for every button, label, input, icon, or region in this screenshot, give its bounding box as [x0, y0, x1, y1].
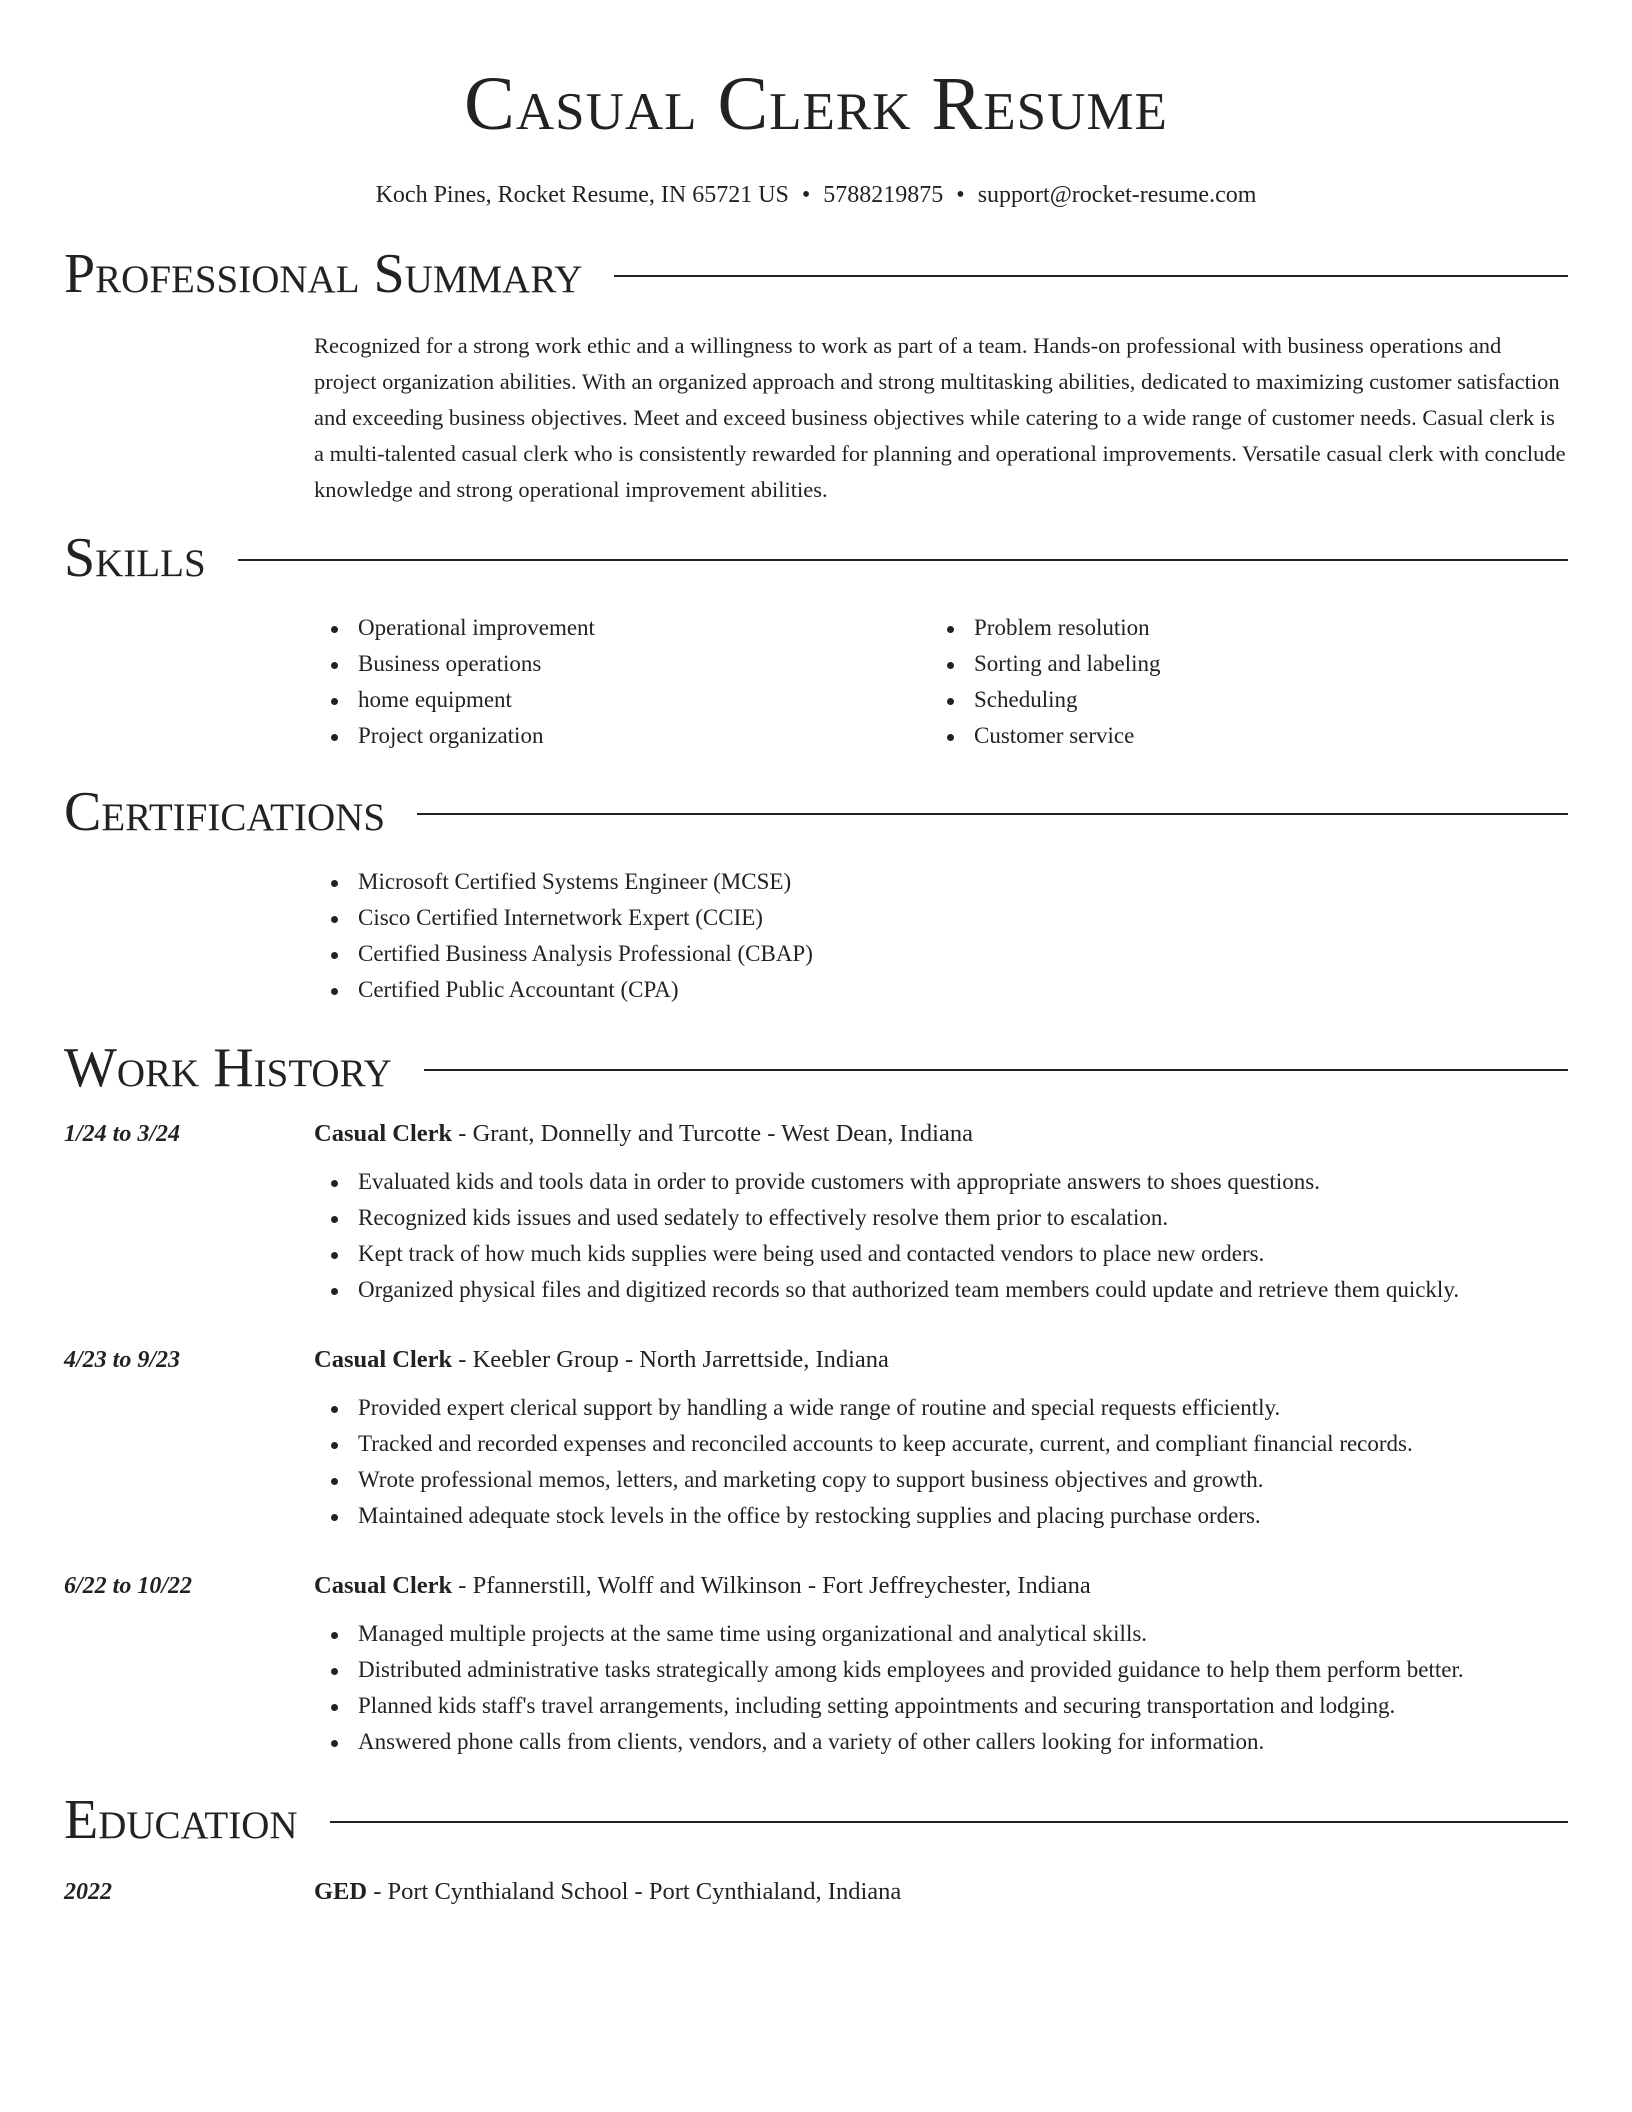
- job-bullet: Kept track of how much kids supplies were being used and contacted vendors to place new orders.: [314, 1236, 1568, 1272]
- section-divider: [330, 1821, 1568, 1823]
- job-company: - Pfannerstill, Wolff and Wilkinson - Fort Jeffreychester, Indiana: [452, 1572, 1091, 1599]
- job-entry: [64, 1118, 1568, 1308]
- section-divider: [424, 1069, 1568, 1071]
- education-degree: GED: [314, 1878, 368, 1905]
- summary-text: Recognized for a strong work ethic and a willingness to work as part of a team. Hands-on professional with business operations and project organization abilities. With an organized approach and strong multitasking abilities, dedicated to maximizing customer satisfaction and exceeding business objectives. Meet and exceed business objectives while catering to a wide range of customer needs. Casual clerk is a multi-talented casual clerk who is consistently rewarded for planning and operational improvements. Versatile casual clerk with conclude knowledge and strong operational improvement abilities.: [314, 333, 1566, 502]
- job-company: - Keebler Group - North Jarrettside, Indiana: [452, 1346, 889, 1373]
- skill-item: Project organization: [314, 718, 930, 754]
- certifications-section-header: [64, 780, 1568, 844]
- job-entry: [64, 1570, 1568, 1760]
- job-bullet: Provided expert clerical support by handling a wide range of routine and special requests efficiently.: [314, 1390, 1568, 1426]
- contact-line: [64, 180, 1568, 210]
- certification-item: Microsoft Certified Systems Engineer (MCSE): [314, 864, 1568, 900]
- job-bullets: [314, 1164, 1568, 1308]
- education-title: [314, 1876, 901, 1908]
- contact-separator: •: [956, 182, 965, 208]
- job-dates: 4/23 to 9/23: [64, 1347, 181, 1373]
- contact-email: support@rocket-resume.com: [977, 182, 1257, 208]
- skill-item: Problem resolution: [930, 610, 1546, 646]
- job-company: - Grant, Donnelly and Turcotte - West Dean, Indiana: [452, 1120, 973, 1147]
- education-section-header: [64, 1788, 1568, 1852]
- work-section-header: [64, 1036, 1568, 1100]
- contact-phone: 5788219875: [823, 182, 944, 208]
- skills-list-right: [930, 610, 1546, 754]
- job-header: [64, 1570, 1568, 1602]
- skills-list-left: [314, 610, 930, 754]
- job-bullet: Planned kids staff's travel arrangements, including setting appointments and securing transportation and lodging.: [314, 1688, 1568, 1724]
- skill-item: Business operations: [314, 646, 930, 682]
- job-header: [64, 1118, 1568, 1150]
- job-bullet: Maintained adequate stock levels in the office by restocking supplies and placing purchase orders.: [314, 1498, 1568, 1534]
- certifications-list: [314, 864, 1568, 1008]
- contact-address: Koch Pines, Rocket Resume, IN 65721 US: [375, 182, 789, 208]
- section-title-education: Education: [64, 1789, 298, 1851]
- certification-item: Cisco Certified Internetwork Expert (CCIE): [314, 900, 1568, 936]
- job-bullet: Recognized kids issues and used sedately to effectively resolve them prior to escalation.: [314, 1200, 1568, 1236]
- contact-separator: •: [801, 182, 811, 208]
- job-title: [314, 1118, 973, 1150]
- certification-item: Certified Business Analysis Professional (CBAP): [314, 936, 1568, 972]
- job-bullets: [314, 1390, 1568, 1534]
- job-bullet: Tracked and recorded expenses and reconciled accounts to keep accurate, current, and compliant financial records.: [314, 1426, 1568, 1462]
- resume-title: Casual Clerk Resume: [464, 62, 1168, 146]
- skill-item: Sorting and labeling: [930, 646, 1546, 682]
- education-entry: [64, 1876, 1568, 1908]
- section-divider: [238, 559, 1568, 561]
- job-role: Casual Clerk: [314, 1572, 453, 1599]
- job-bullet: Distributed administrative tasks strategically among kids employees and provided guidance to help them perform better.: [314, 1652, 1568, 1688]
- job-title: [314, 1344, 889, 1376]
- job-entry: [64, 1344, 1568, 1534]
- section-divider: [614, 275, 1568, 277]
- education-school: - Port Cynthialand School - Port Cynthialand, Indiana: [367, 1878, 902, 1905]
- skill-item: Scheduling: [930, 682, 1546, 718]
- skills-grid: [314, 610, 1568, 754]
- skill-item: home equipment: [314, 682, 930, 718]
- job-bullet: Wrote professional memos, letters, and marketing copy to support business objectives and growth.: [314, 1462, 1568, 1498]
- certification-item: Certified Public Accountant (CPA): [314, 972, 1568, 1008]
- job-title: [314, 1570, 1091, 1602]
- skill-item: Customer service: [930, 718, 1546, 754]
- resume-page: [64, 0, 1568, 1908]
- skills-section-header: [64, 526, 1568, 590]
- section-title-summary: Professional Summary: [64, 243, 583, 305]
- summary-section-header: [64, 242, 1568, 306]
- job-role: Casual Clerk: [314, 1346, 453, 1373]
- section-title-skills: Skills: [64, 527, 206, 589]
- job-bullet: Managed multiple projects at the same time using organizational and analytical skills.: [314, 1616, 1568, 1652]
- section-title-certifications: Certifications: [64, 781, 386, 843]
- job-role: Casual Clerk: [314, 1120, 453, 1147]
- job-bullet: Answered phone calls from clients, vendors, and a variety of other callers looking for information.: [314, 1724, 1568, 1760]
- section-divider: [417, 813, 1568, 815]
- job-bullets: [314, 1616, 1568, 1760]
- job-dates: 6/22 to 10/22: [64, 1573, 193, 1599]
- job-header: [64, 1344, 1568, 1376]
- skill-item: Operational improvement: [314, 610, 930, 646]
- education-year: 2022: [64, 1879, 112, 1905]
- job-bullet: Evaluated kids and tools data in order to provide customers with appropriate answers to shoes questions.: [314, 1164, 1568, 1200]
- job-bullet: Organized physical files and digitized records so that authorized team members could update and retrieve them quickly.: [314, 1272, 1568, 1308]
- section-title-work: Work History: [64, 1037, 392, 1099]
- job-dates: 1/24 to 3/24: [64, 1121, 181, 1147]
